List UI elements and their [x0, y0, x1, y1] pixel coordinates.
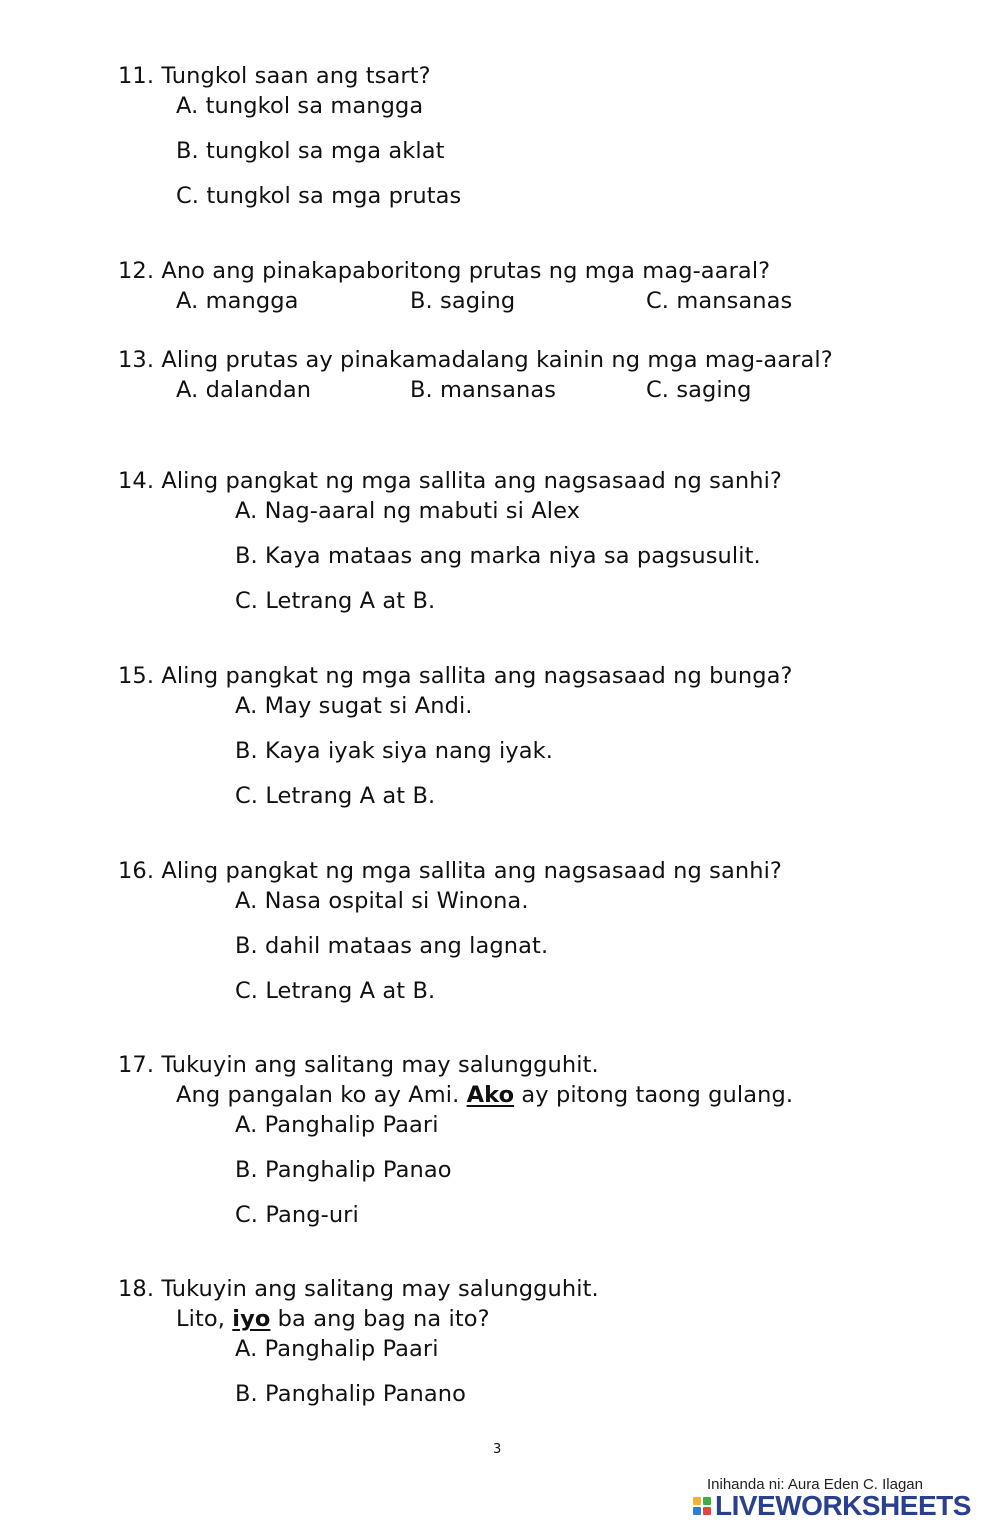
question-14-choice-b: B. Kaya mataas ang marka niya sa pagsusulit.	[235, 543, 761, 569]
question-12-choice-b: B. saging	[410, 288, 516, 314]
question-14-choice-a: A. Nag-aaral ng mabuti si Alex	[235, 498, 581, 524]
question-15-choice-b: B. Kaya iyak siya nang iyak.	[235, 738, 553, 764]
logo-text-prefix: LIVE	[715, 1490, 776, 1521]
question-17-underlined-word: Ako	[466, 1082, 515, 1108]
question-15-choice-a: A. May sugat si Andi.	[235, 693, 473, 719]
question-13-prompt: 13. Aling prutas ay pinakamadalang kainin ng mga mag-aaral?	[118, 347, 833, 373]
question-17-choice-b: B. Panghalip Panao	[235, 1157, 452, 1183]
question-11-choice-c: C. tungkol sa mga prutas	[176, 183, 462, 209]
question-16-prompt: 16. Aling pangkat ng mga sallita ang nagsasaad ng sanhi?	[118, 858, 782, 884]
question-16-choice-c: C. Letrang A at B.	[235, 978, 436, 1004]
question-14-prompt: 14. Aling pangkat ng mga sallita ang nagsasaad ng sanhi?	[118, 468, 782, 494]
prepared-by-credit: Inihanda ni: Aura Eden C. Ilagan	[707, 1476, 923, 1493]
question-18-choice-a: A. Panghalip Paari	[235, 1336, 439, 1362]
question-18-sentence-after: ba ang bag na ito?	[270, 1306, 490, 1332]
question-17-choice-a: A. Panghalip Paari	[235, 1112, 439, 1138]
question-18-choice-b: B. Panghalip Panano	[235, 1381, 466, 1407]
question-12-choice-c: C. mansanas	[646, 288, 793, 314]
question-18-underlined-word: iyo	[232, 1306, 271, 1332]
question-17-sentence	[176, 1084, 793, 1107]
question-15-prompt: 15. Aling pangkat ng mga sallita ang nagsasaad ng bunga?	[118, 663, 793, 689]
question-17-prompt: 17. Tukuyin ang salitang may salungguhit.	[118, 1052, 599, 1078]
liveworksheets-logo[interactable]	[693, 1492, 971, 1520]
question-13-choice-a: A. dalandan	[176, 377, 312, 403]
question-11-choice-b: B. tungkol sa mga aklat	[176, 138, 445, 164]
question-12-choice-a: A. mangga	[176, 288, 299, 314]
page-number: 3	[493, 1442, 502, 1457]
logo-blocks-icon	[693, 1497, 711, 1515]
question-13-choice-c: C. saging	[646, 377, 752, 403]
question-16-choice-a: A. Nasa ospital si Winona.	[235, 888, 529, 914]
question-14-choice-c: C. Letrang A at B.	[235, 588, 436, 614]
question-17-sentence-after: ay pitong taong gulang.	[514, 1082, 794, 1108]
question-18-prompt: 18. Tukuyin ang salitang may salungguhit.	[118, 1276, 599, 1302]
question-11-prompt: 11. Tungkol saan ang tsart?	[118, 63, 431, 89]
question-12-prompt: 12. Ano ang pinakapaboritong prutas ng mga mag-aaral?	[118, 258, 771, 284]
question-11-choice-a: A. tungkol sa mangga	[176, 93, 424, 119]
question-13-choice-b: B. mansanas	[410, 377, 557, 403]
question-17-choice-c: C. Pang-uri	[235, 1202, 359, 1228]
logo-text-suffix: WORKSHEETS	[775, 1490, 971, 1521]
question-18-sentence	[176, 1308, 490, 1331]
logo-text	[715, 1492, 971, 1520]
question-16-choice-b: B. dahil mataas ang lagnat.	[235, 933, 549, 959]
question-15-choice-c: C. Letrang A at B.	[235, 783, 436, 809]
question-17-sentence-before: Ang pangalan ko ay Ami.	[176, 1082, 467, 1108]
question-18-sentence-before: Lito,	[176, 1306, 233, 1332]
